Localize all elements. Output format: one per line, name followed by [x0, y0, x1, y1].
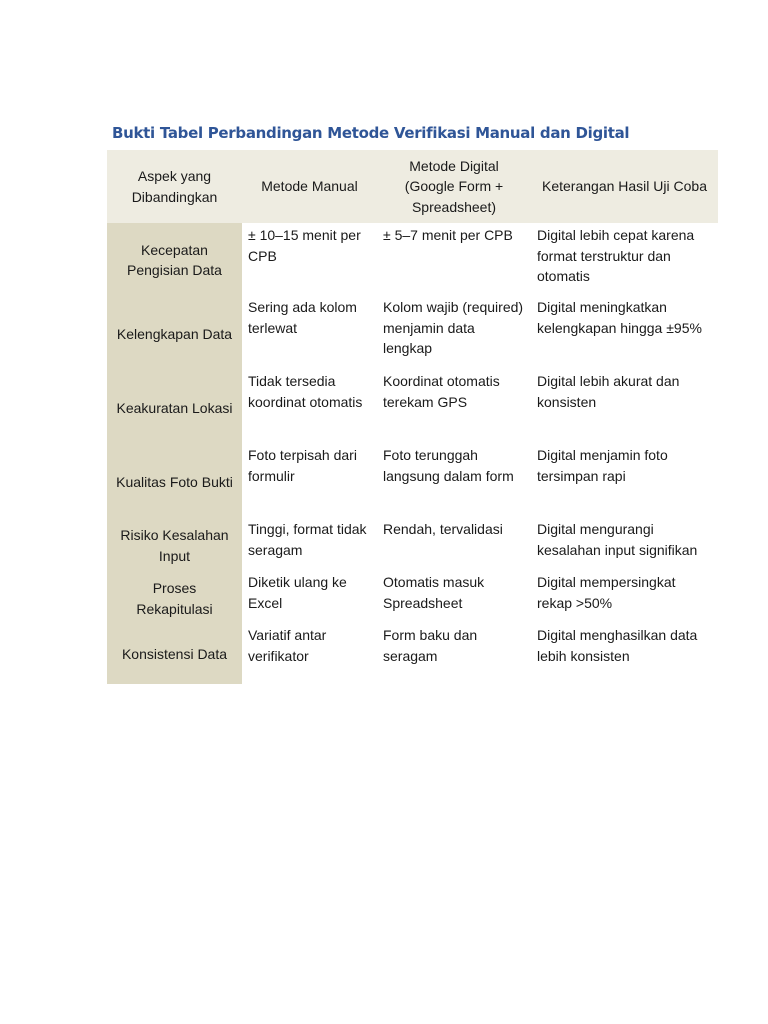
cell-manual: Tidak tersedia koordinat otomatis: [248, 373, 363, 410]
table-row: [107, 519, 718, 572]
table-row: [107, 625, 718, 684]
cell-manual: Variatif antar verifikator: [248, 627, 327, 664]
header-aspect: Aspek yang Dibandingkan: [107, 150, 242, 223]
cell-manual: ± 10–15 menit per CPB: [248, 227, 361, 264]
document-title: Bukti Tabel Perbandingan Metode Verifikasi Manual dan Digital: [112, 124, 630, 142]
cell-digital: Koordinat otomatis terekam GPS: [383, 373, 500, 410]
cell-aspect: Kualitas Foto Bukti: [107, 445, 242, 519]
table-header-row: [107, 150, 718, 223]
cell-aspect: Risiko Kesalahan Input: [107, 519, 242, 572]
table-row: [107, 572, 718, 625]
header-digital-method: Metode Digital (Google Form + Spreadsheet): [377, 150, 531, 223]
header-manual-method: Metode Manual: [242, 150, 377, 223]
cell-aspect: Keakuratan Lokasi: [107, 371, 242, 445]
cell-digital: ± 5–7 menit per CPB: [383, 227, 513, 243]
cell-digital: Kolom wajib (required) menjamin data lengkap: [383, 299, 524, 356]
header-test-result-note: Keterangan Hasil Uji Coba: [531, 150, 718, 223]
cell-digital: Form baku dan seragam: [383, 627, 478, 664]
cell-note: Digital lebih akurat dan konsisten: [537, 373, 680, 410]
table-row: [107, 297, 718, 371]
cell-manual: Diketik ulang ke Excel: [248, 574, 347, 611]
table-row: [107, 445, 718, 519]
cell-manual: Foto terpisah dari formulir: [248, 447, 357, 484]
cell-manual: Tinggi, format tidak seragam: [248, 521, 367, 558]
cell-note: Digital menjamin foto tersimpan rapi: [537, 447, 668, 484]
cell-note: Digital mengurangi kesalahan input signifikan: [537, 521, 698, 558]
table-row: [107, 371, 718, 445]
cell-digital: Rendah, tervalidasi: [383, 521, 503, 537]
cell-aspect: Kelengkapan Data: [107, 297, 242, 371]
cell-note: Digital menghasilkan data lebih konsisten: [537, 627, 698, 664]
cell-aspect: Konsistensi Data: [107, 625, 242, 684]
cell-note: Digital meningkatkan kelengkapan hingga ±95%: [537, 299, 702, 336]
table-row: [107, 223, 718, 297]
cell-aspect: Proses Rekapitulasi: [107, 572, 242, 625]
cell-aspect: Kecepatan Pengisian Data: [107, 223, 242, 297]
comparison-table: [107, 150, 718, 684]
cell-digital: Foto terunggah langsung dalam form: [383, 447, 514, 484]
cell-note: Digital lebih cepat karena format terstruktur dan otomatis: [537, 227, 695, 284]
cell-note: Digital mempersingkat rekap >50%: [537, 574, 676, 611]
cell-manual: Sering ada kolom terlewat: [248, 299, 357, 336]
cell-digital: Otomatis masuk Spreadsheet: [383, 574, 485, 611]
